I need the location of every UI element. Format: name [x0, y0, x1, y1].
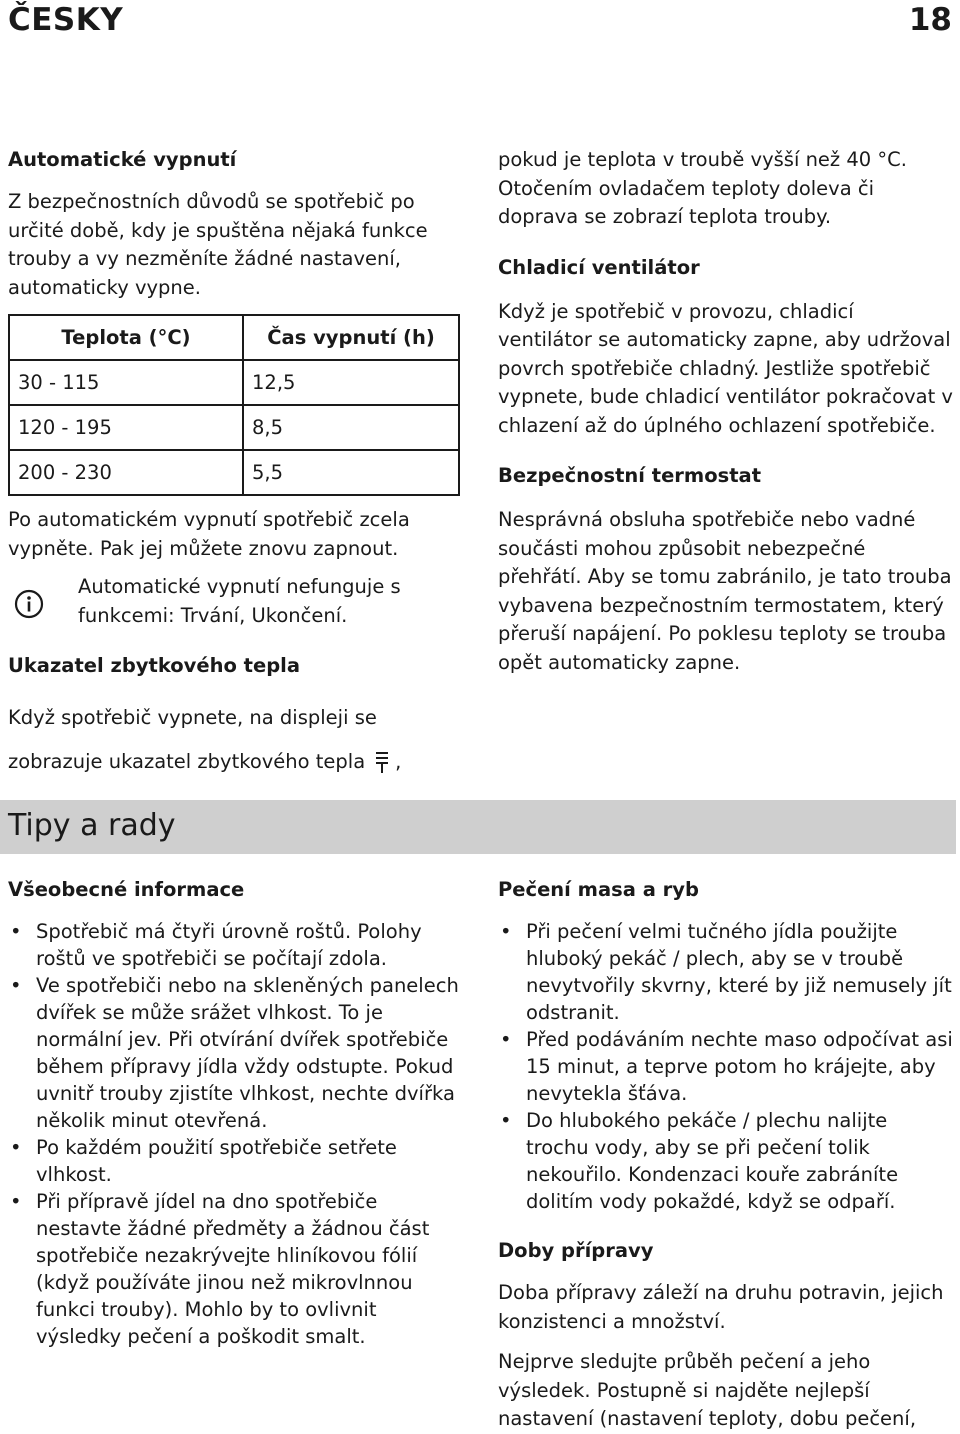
general-info-heading: Všeobecné informace	[8, 878, 245, 901]
cooling-fan-text: Když je spotřebič v provozu, chladicí ventilátor se automaticky zapne, aby udržoval povrch spotřebiče chladný. Jestliže spotřebič vypnete, bude chladicí ventilátor pokračovat v chlazení až do úplného ochlazení spotřebiče.	[498, 299, 953, 437]
tips-banner-title: Tipy a rady	[8, 808, 176, 843]
list-item: • Při přípravě jídel na dno spotřebiče nestavte žádné předměty a žádnou část spotřebiče nezakrývejte hliníkovou fólií (když používáte jinou než mikrovlnnou funkci trouby). Mohlo by to ovlivnit výsledky pečení a poškodit smalt.	[8, 1188, 463, 1350]
residual-heat-comma: ,	[395, 750, 402, 773]
cooking-times-p1: Doba přípravy záleží na druhu potravin, jejich konzistenci a množství.	[498, 1281, 944, 1333]
info-icon	[14, 589, 44, 619]
cooking-times-heading: Doby přípravy	[498, 1239, 654, 1262]
table-header-row	[9, 315, 459, 360]
table-header-temperature: Teplota (°C)	[9, 315, 243, 360]
residual-heat-continued: pokud je teplota v troubě vyšší než 40 °C. Otočením ovladačem teploty doleva či doprava se zobrazí teplota trouby.	[498, 148, 907, 228]
tips-banner	[0, 800, 956, 854]
table-row	[9, 450, 459, 495]
table-cell: 12,5	[243, 360, 459, 405]
residual-heat-heading: Ukazatel zbytkového tepla	[8, 654, 301, 677]
auto-off-heading: Automatické vypnutí	[8, 148, 237, 171]
list-item: • Při pečení velmi tučného jídla použijte hluboký pekáč / plech, aby se v troubě nevytvořily skvrny, které by již nemusely jít odstranit.	[498, 918, 953, 1026]
table-cell: 8,5	[243, 405, 459, 450]
cooking-times-p2: Nejprve sledujte průběh pečení a jeho výsledek. Postupně si najděte nejlepší nastavení (nastavení teploty, dobu pečení,	[498, 1350, 917, 1430]
info-note-text: Automatické vypnutí nefunguje s funkcemi: Trvání, Ukončení.	[78, 575, 401, 627]
residual-heat-text	[8, 696, 463, 784]
table-row	[9, 360, 459, 405]
auto-off-section	[8, 146, 463, 784]
table-cell: 30 - 115	[9, 360, 243, 405]
language-header: ČESKY	[8, 2, 124, 38]
residual-heat-text-part: Když spotřebič vypnete, na displeji se zobrazuje ukazatel zbytkového tepla	[8, 706, 377, 773]
table-header-off-time: Čas vypnutí (h)	[243, 315, 459, 360]
general-info-section	[8, 876, 463, 1350]
auto-off-table	[8, 314, 460, 496]
auto-off-after: Po automatickém vypnutí spotřebič zcela vypněte. Pak jej můžete znovu zapnout.	[8, 508, 410, 560]
table-cell: 200 - 230	[9, 450, 243, 495]
general-info-list	[8, 918, 463, 1350]
list-item: • Spotřebič má čtyři úrovně roštů. Polohy roštů ve spotřebiči se počítají zdola.	[8, 918, 463, 972]
right-bottom-column	[498, 876, 953, 1434]
table-cell: 5,5	[243, 450, 459, 495]
meat-fish-list	[498, 918, 953, 1215]
page-number: 18	[908, 2, 952, 38]
list-item: • Před podáváním nechte maso odpočívat asi 15 minut, a teprve potom ho krájejte, aby nevytekla šťáva.	[498, 1026, 953, 1107]
thermostat-text: Nesprávná obsluha spotřebiče nebo vadné součásti mohou způsobit nebezpečné přehřátí. Aby se tomu zabránilo, je tato trouba vybavena bezpečnostním termostatem, který přeruší napájení. Po poklesu teploty se trouba opět automaticky zapne.	[498, 508, 952, 674]
table-cell: 120 - 195	[9, 405, 243, 450]
list-item: • Ve spotřebiči nebo na skleněných panelech dvířek se může srážet vlhkost. To je normální jev. Při otvírání dvířek spotřebiče během přípravy jídla vždy odstupte. Pokud uvnitř trouby zjistíte vlhkost, nechte dvířka několik minut otevřená.	[8, 972, 463, 1134]
list-item: • Po každém použití spotřebiče setřete vlhkost.	[8, 1134, 463, 1188]
table-row	[9, 405, 459, 450]
auto-off-intro: Z bezpečnostních důvodů se spotřebič po určité době, kdy je spuštěna nějaká funkce trouby a vy nezměníte žádné nastavení, automaticky vypne.	[8, 190, 428, 299]
cooling-fan-heading: Chladicí ventilátor	[498, 255, 700, 279]
right-top-column	[498, 146, 953, 677]
info-note	[8, 573, 463, 630]
meat-fish-heading: Pečení masa a ryb	[498, 878, 699, 901]
residual-heat-icon	[375, 750, 389, 776]
thermostat-heading: Bezpečnostní termostat	[498, 464, 762, 487]
list-item: • Do hlubokého pekáče / plechu nalijte trochu vody, aby se při pečení tolik nekouřilo. Kondenzaci kouře zabráníte dolitím vody pokaždé, když se odpaří.	[498, 1107, 953, 1215]
